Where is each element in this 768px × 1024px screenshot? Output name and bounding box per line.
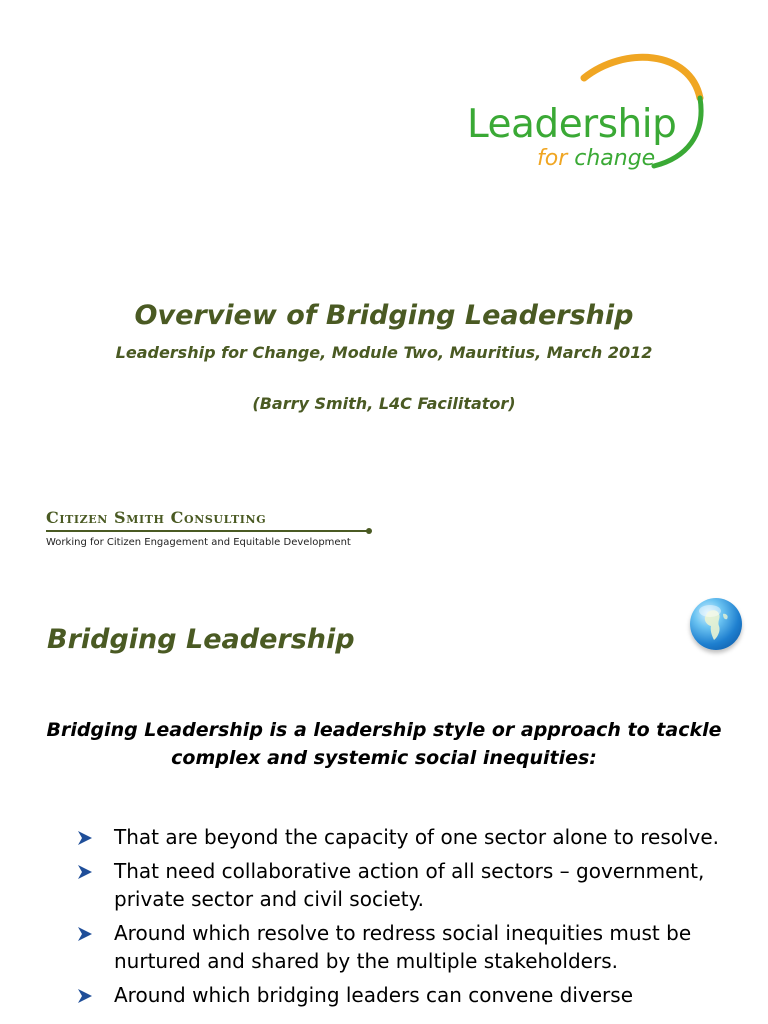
list-item bbox=[74, 857, 744, 913]
consulting-divider bbox=[46, 530, 368, 532]
section-title: Bridging Leadership bbox=[47, 624, 355, 655]
logo-wordmark: Leadership bbox=[467, 102, 677, 147]
slide-title: Overview of Bridging Leadership bbox=[134, 300, 634, 331]
arrow-bullet-icon bbox=[76, 987, 94, 1005]
arrow-bullet-icon bbox=[76, 863, 94, 881]
globe-icon bbox=[690, 598, 742, 650]
slide-subtitle: Leadership for Change, Module Two, Mauritius, March 2012 bbox=[115, 343, 653, 362]
bullet-text: Around which bridging leaders can convene diverse bbox=[114, 983, 634, 1007]
bullet-text: Around which resolve to redress social inequities must be nurtured and shared by the multiple stakeholders. bbox=[114, 921, 692, 973]
list-item bbox=[74, 823, 744, 851]
bullet-text: That need collaborative action of all sectors – government, private sector and civil society. bbox=[114, 859, 705, 911]
bullet-text: That are beyond the capacity of one sector alone to resolve. bbox=[114, 825, 720, 849]
consulting-dot-icon bbox=[366, 528, 372, 534]
consulting-tagline: Working for Citizen Engagement and Equitable Development bbox=[46, 537, 351, 548]
list-item bbox=[74, 919, 744, 975]
consulting-logo bbox=[46, 508, 386, 556]
list-item bbox=[74, 981, 744, 1009]
logo-change-text: change bbox=[574, 146, 656, 171]
logo-subline bbox=[537, 146, 655, 171]
arrow-bullet-icon bbox=[76, 829, 94, 847]
lead-statement: Bridging Leadership is a leadership style or approach to tackle complex and systemic social inequities: bbox=[46, 719, 722, 769]
leadership-for-change-logo bbox=[464, 50, 714, 180]
bullet-list bbox=[74, 823, 744, 1015]
arrow-bullet-icon bbox=[76, 925, 94, 943]
consulting-name: Citizen Smith Consulting bbox=[46, 508, 267, 527]
logo-for-text: for bbox=[537, 146, 568, 171]
content-slide bbox=[0, 576, 768, 1024]
presenter-byline: (Barry Smith, L4C Facilitator) bbox=[252, 394, 516, 413]
